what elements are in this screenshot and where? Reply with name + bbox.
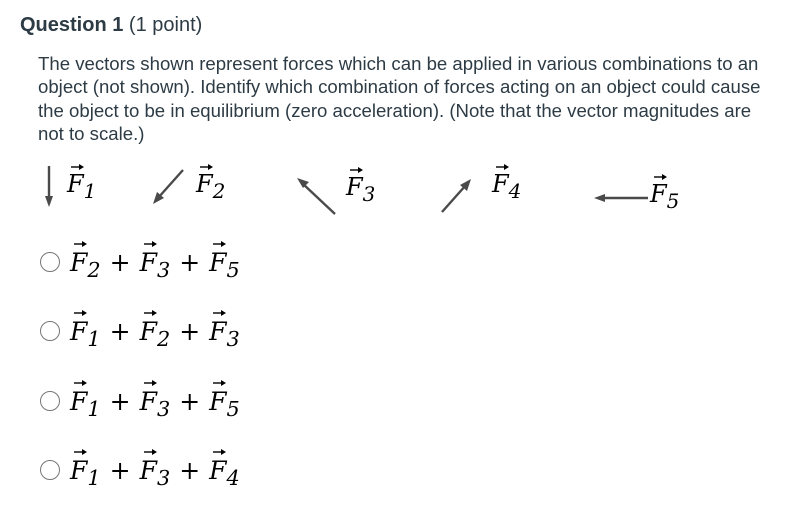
vector-arrow-icon [212, 448, 226, 456]
vector-symbol: F [346, 173, 363, 201]
radio-button[interactable] [40, 460, 60, 480]
vector-subscript: 3 [156, 397, 171, 421]
left-arrow-icon [592, 160, 652, 210]
vector-arrow-icon [73, 240, 87, 248]
question-header [20, 14, 202, 37]
question-text: The vectors shown represent forces which can be applied in various combinations to an object (not shown). Identify which combination of forces acting on an object could cause the object to be in equilibrium (zero acceleration). (Note that the vector magnitudes are not to scale.) [38, 53, 761, 144]
vector-symbol: F [70, 248, 88, 277]
vector-subscript: 2 [87, 258, 101, 282]
vector-label [67, 172, 96, 203]
vector-arrow-icon [73, 309, 87, 317]
vector-label [492, 172, 521, 203]
vector-arrow-icon [70, 163, 84, 171]
vector-subscript: 2 [156, 327, 171, 351]
vectors-row [0, 160, 799, 220]
vector-arrow-icon [212, 309, 226, 317]
plus-sign: + [109, 317, 131, 346]
vector-symbol: F [70, 317, 88, 346]
vector-subscript: 5 [226, 258, 240, 282]
up-right-arrow-icon [438, 160, 478, 220]
vector-symbol: F [209, 317, 227, 346]
vector-symbol: F [139, 317, 157, 346]
vector-f4 [438, 160, 538, 220]
vector-subscript: 1 [87, 466, 101, 490]
vector-subscript: 4 [508, 178, 522, 203]
plus-sign: + [179, 248, 201, 277]
vector-symbol: F [209, 387, 227, 416]
vector-arrow-icon [653, 173, 667, 181]
vector-arrow-icon [143, 309, 157, 317]
plus-sign: + [109, 456, 131, 485]
up-left-arrow-icon [293, 160, 343, 220]
plus-sign: + [109, 248, 131, 277]
down-arrow-icon [40, 160, 60, 210]
vector-label [650, 182, 679, 213]
vector-f3 [293, 160, 393, 220]
question-number: Question 1 [20, 14, 124, 36]
vector-arrow-icon [143, 379, 157, 387]
vector-f5 [592, 160, 702, 220]
vector-symbol: F [139, 387, 157, 416]
vector-symbol: F [67, 170, 84, 198]
vector-symbol: F [492, 170, 509, 198]
option-expression [70, 457, 240, 492]
vector-arrow-icon [199, 163, 213, 171]
vector-arrow-icon [212, 379, 226, 387]
question-points: (1 point) [128, 14, 203, 36]
vector-subscript: 1 [83, 178, 97, 203]
option-expression [70, 318, 240, 353]
vector-symbol: F [139, 456, 157, 485]
vector-arrow-icon [212, 240, 226, 248]
radio-button[interactable] [40, 321, 60, 341]
vector-subscript: 4 [226, 466, 240, 490]
vector-symbol: F [139, 248, 157, 277]
vector-arrow-icon [495, 163, 509, 171]
vector-subscript: 2 [212, 178, 226, 203]
vector-f1 [40, 160, 110, 220]
vector-symbol: F [209, 248, 227, 277]
plus-sign: + [179, 456, 201, 485]
vector-f2 [148, 160, 248, 220]
vector-symbol: F [196, 170, 213, 198]
vector-subscript: 3 [156, 258, 171, 282]
down-left-arrow-icon [148, 160, 188, 210]
plus-sign: + [109, 387, 131, 416]
plus-sign: + [179, 317, 201, 346]
vector-arrow-icon [143, 448, 157, 456]
vector-subscript: 5 [666, 188, 680, 213]
vector-subscript: 3 [156, 466, 171, 490]
vector-symbol: F [650, 180, 667, 208]
vector-label [346, 175, 375, 206]
radio-button[interactable] [40, 391, 60, 411]
vector-label [196, 172, 225, 203]
plus-sign: + [179, 387, 201, 416]
vector-arrow-icon [73, 379, 87, 387]
vector-subscript: 3 [362, 181, 376, 206]
vector-subscript: 1 [87, 397, 101, 421]
vector-subscript: 5 [226, 397, 240, 421]
radio-button[interactable] [40, 252, 60, 272]
vector-symbol: F [209, 456, 227, 485]
vector-symbol: F [70, 456, 88, 485]
vector-symbol: F [70, 387, 88, 416]
option-expression [70, 249, 240, 284]
vector-subscript: 3 [226, 327, 240, 351]
option-expression [70, 388, 240, 423]
vector-arrow-icon [143, 240, 157, 248]
vector-arrow-icon [73, 448, 87, 456]
vector-subscript: 1 [87, 327, 101, 351]
vector-arrow-icon [349, 166, 363, 174]
